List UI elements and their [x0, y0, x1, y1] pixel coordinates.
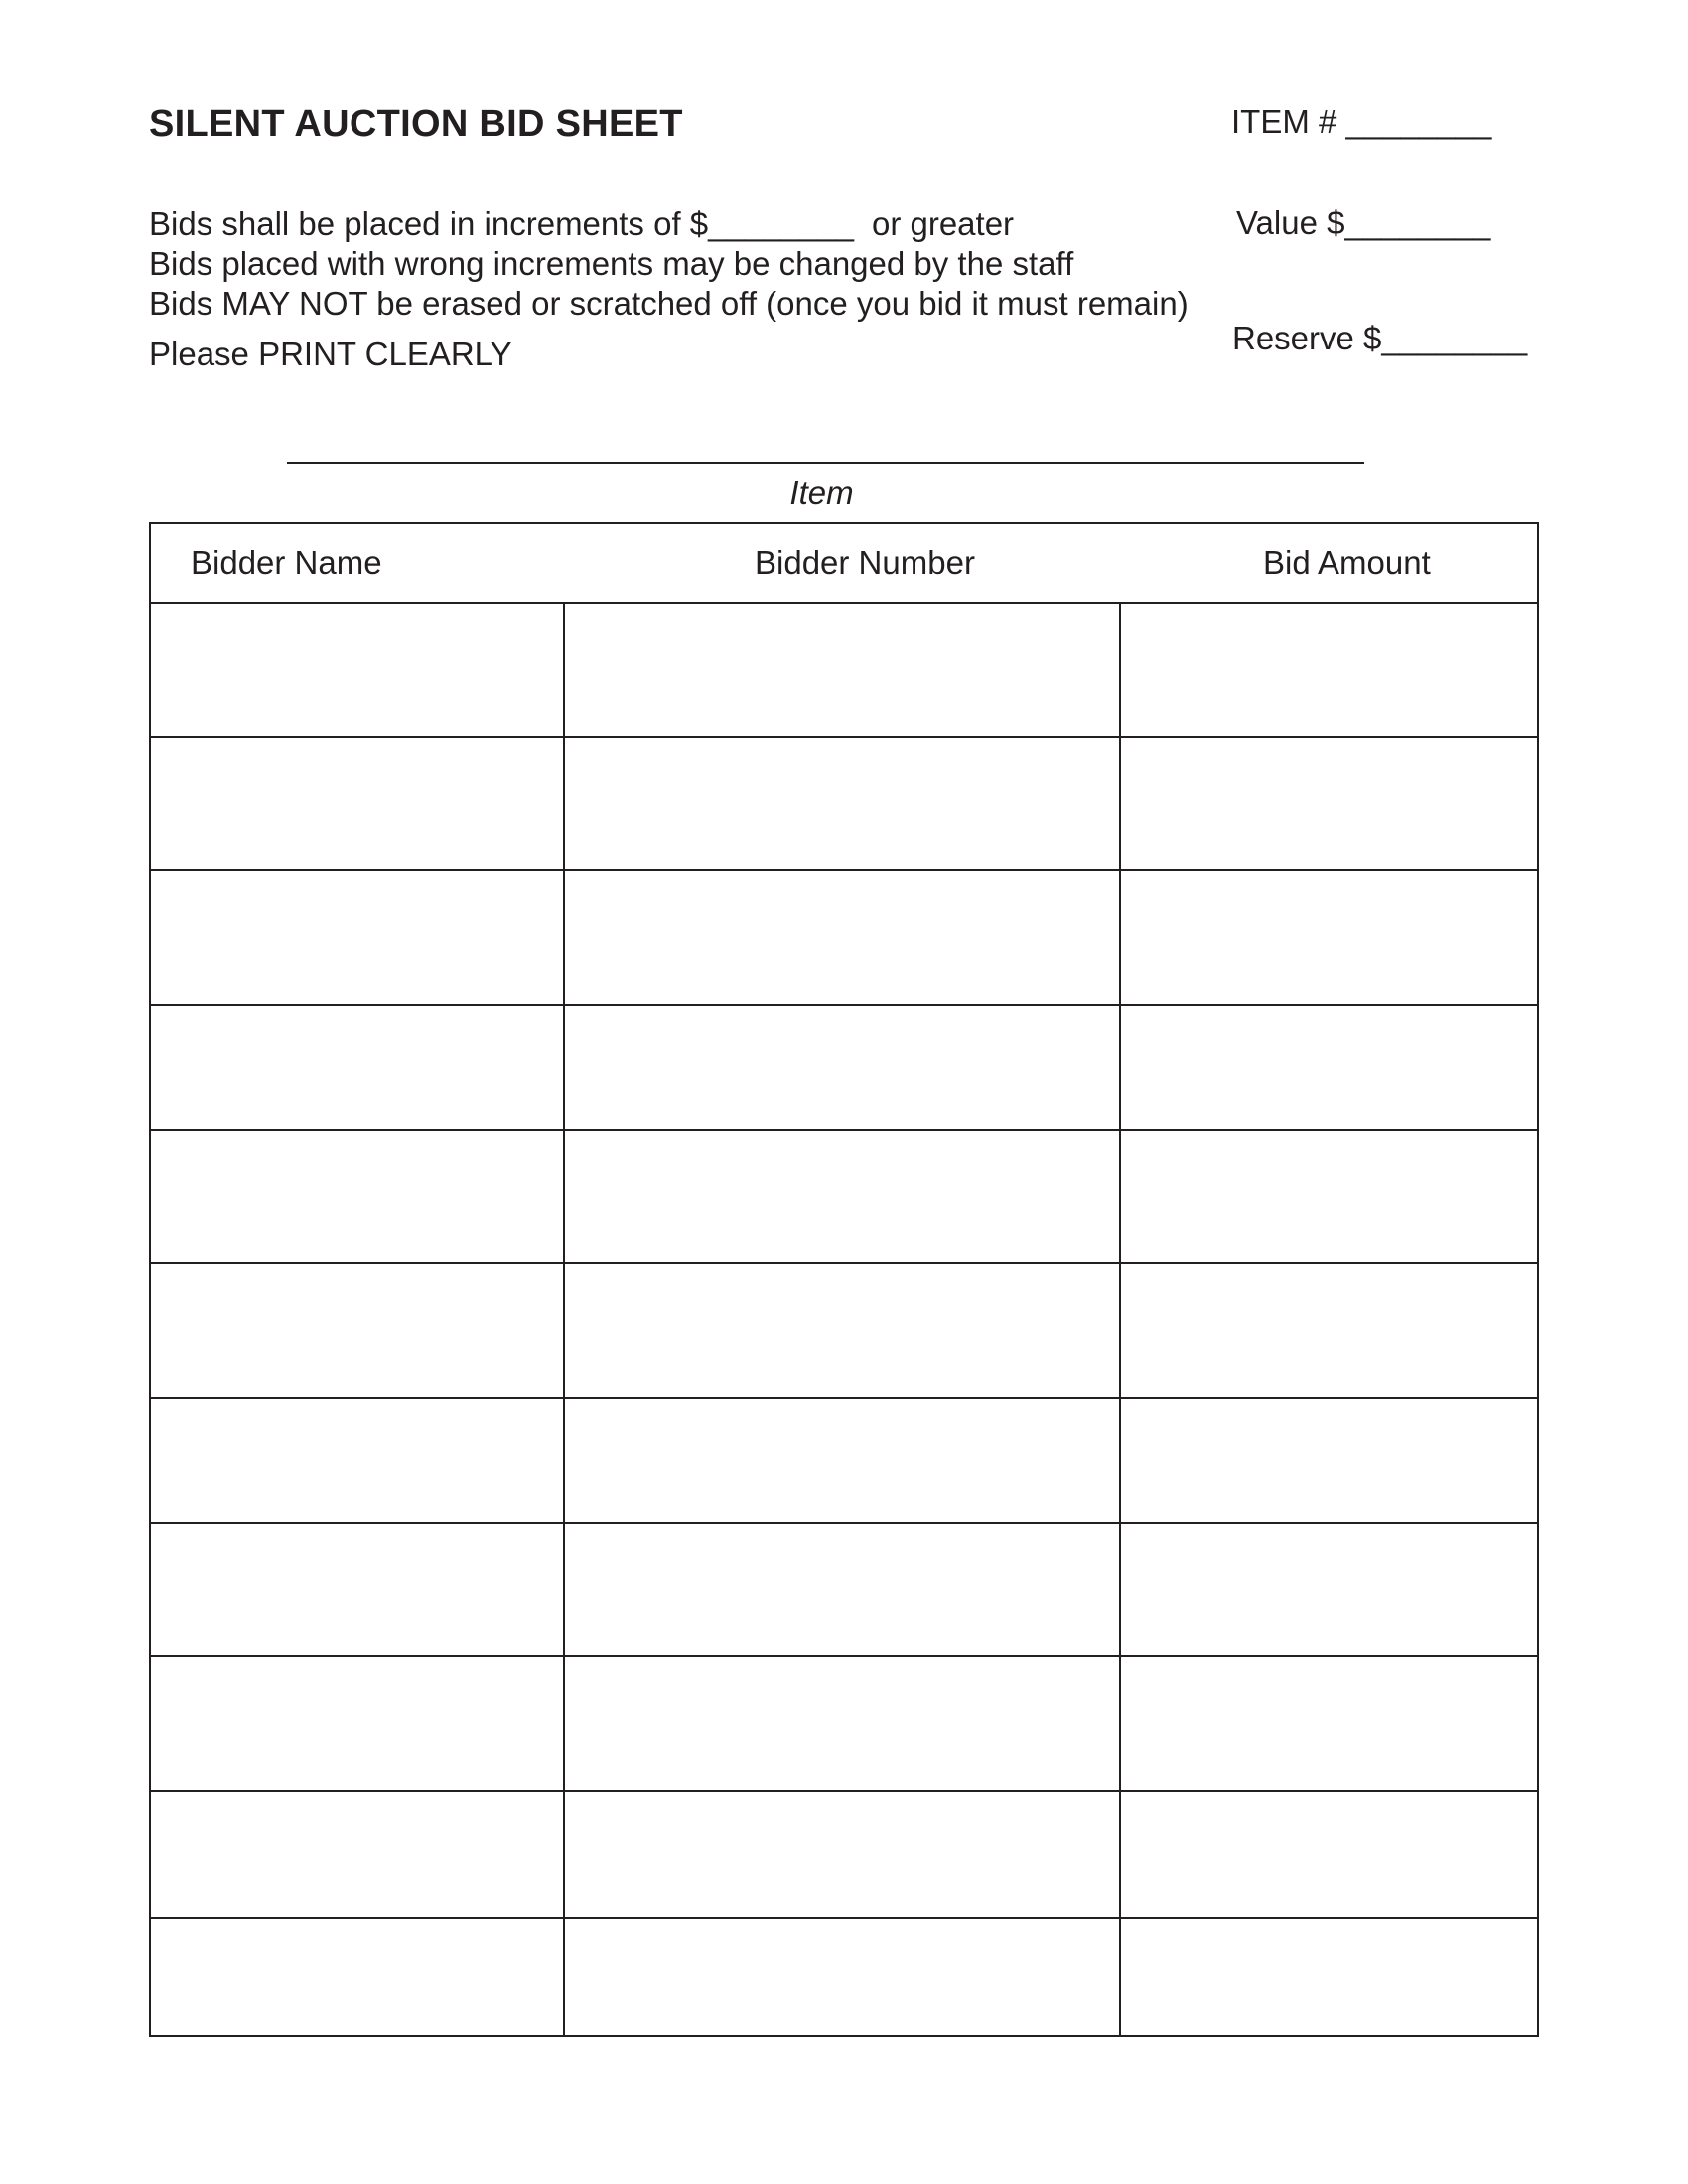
table-header-row	[151, 524, 1537, 604]
table-row	[151, 1918, 1537, 2036]
column-header-bid-amount: Bid Amount	[1263, 544, 1431, 581]
column-divider	[563, 604, 565, 2035]
bidder-name-cell[interactable]	[151, 870, 564, 1005]
rule-increments-prefix[interactable]: Bids shall be placed in increments of $________	[149, 205, 854, 242]
bid-amount-cell[interactable]	[1120, 604, 1538, 737]
row-divider	[151, 1129, 1537, 1131]
row-divider	[151, 736, 1537, 738]
bidder-number-cell[interactable]	[564, 737, 1120, 870]
value-field[interactable]: Value $________	[1236, 205, 1491, 241]
rule-no-erase: Bids MAY NOT be erased or scratched off (once you bid it must remain)	[149, 285, 1189, 322]
table-row	[151, 870, 1537, 1005]
reserve-field[interactable]: Reserve $________	[1232, 320, 1528, 356]
bidder-number-cell[interactable]	[564, 1523, 1120, 1656]
item-number-field[interactable]: ITEM # ________	[1231, 103, 1492, 140]
bid-amount-cell[interactable]	[1120, 1523, 1538, 1656]
table-row	[151, 1791, 1537, 1918]
bid-amount-cell[interactable]	[1120, 1130, 1538, 1263]
table-row	[151, 1656, 1537, 1791]
bid-amount-cell[interactable]	[1120, 737, 1538, 870]
bid-amount-cell[interactable]	[1120, 1398, 1538, 1523]
bidder-number-cell[interactable]	[564, 1130, 1120, 1263]
bidder-name-cell[interactable]	[151, 604, 564, 737]
column-header-bidder-number: Bidder Number	[755, 544, 975, 581]
rule-increments	[149, 205, 1189, 244]
bidder-number-cell[interactable]	[564, 870, 1120, 1005]
bidder-name-cell[interactable]	[151, 1656, 564, 1791]
row-divider	[151, 1004, 1537, 1006]
row-divider	[151, 1917, 1537, 1919]
bid-table	[149, 522, 1539, 2037]
bidder-name-cell[interactable]	[151, 1791, 564, 1918]
table-row	[151, 1263, 1537, 1398]
row-divider	[151, 1522, 1537, 1524]
table-row	[151, 604, 1537, 737]
table-row	[151, 1130, 1537, 1263]
table-row	[151, 737, 1537, 870]
bidder-name-cell[interactable]	[151, 1005, 564, 1130]
bid-amount-cell[interactable]	[1120, 1656, 1538, 1791]
bidder-name-cell[interactable]	[151, 1263, 564, 1398]
row-divider	[151, 869, 1537, 871]
bidder-number-cell[interactable]	[564, 1918, 1120, 2036]
row-divider	[151, 1655, 1537, 1657]
bidder-number-cell[interactable]	[564, 1398, 1120, 1523]
bidder-number-cell[interactable]	[564, 1263, 1120, 1398]
print-clearly-note: Please PRINT CLEARLY	[149, 336, 512, 372]
bidder-name-cell[interactable]	[151, 1398, 564, 1523]
bidder-number-cell[interactable]	[564, 604, 1120, 737]
bidder-number-cell[interactable]	[564, 1656, 1120, 1791]
column-divider	[1119, 604, 1121, 2035]
bid-amount-cell[interactable]	[1120, 870, 1538, 1005]
bid-rules	[149, 205, 1189, 324]
bidder-number-cell[interactable]	[564, 1791, 1120, 1918]
bid-amount-cell[interactable]	[1120, 1918, 1538, 2036]
bidder-number-cell[interactable]	[564, 1005, 1120, 1130]
table-row	[151, 1398, 1537, 1523]
row-divider	[151, 1790, 1537, 1792]
bidder-name-cell[interactable]	[151, 1523, 564, 1656]
bid-amount-cell[interactable]	[1120, 1005, 1538, 1130]
bidder-name-cell[interactable]	[151, 737, 564, 870]
bid-amount-cell[interactable]	[1120, 1791, 1538, 1918]
bid-amount-cell[interactable]	[1120, 1263, 1538, 1398]
table-row	[151, 1005, 1537, 1130]
row-divider	[151, 1262, 1537, 1264]
bidder-name-cell[interactable]	[151, 1918, 564, 2036]
page-title: SILENT AUCTION BID SHEET	[149, 103, 683, 145]
table-row	[151, 1523, 1537, 1656]
rule-wrong-increments: Bids placed with wrong increments may be changed by the staff	[149, 245, 1074, 282]
rule-increments-suffix: or greater	[871, 205, 1015, 242]
bidder-name-cell[interactable]	[151, 1130, 564, 1263]
column-header-bidder-name: Bidder Name	[191, 544, 382, 581]
item-caption: Item	[789, 475, 854, 511]
item-name-line[interactable]	[287, 462, 1364, 464]
row-divider	[151, 1397, 1537, 1399]
